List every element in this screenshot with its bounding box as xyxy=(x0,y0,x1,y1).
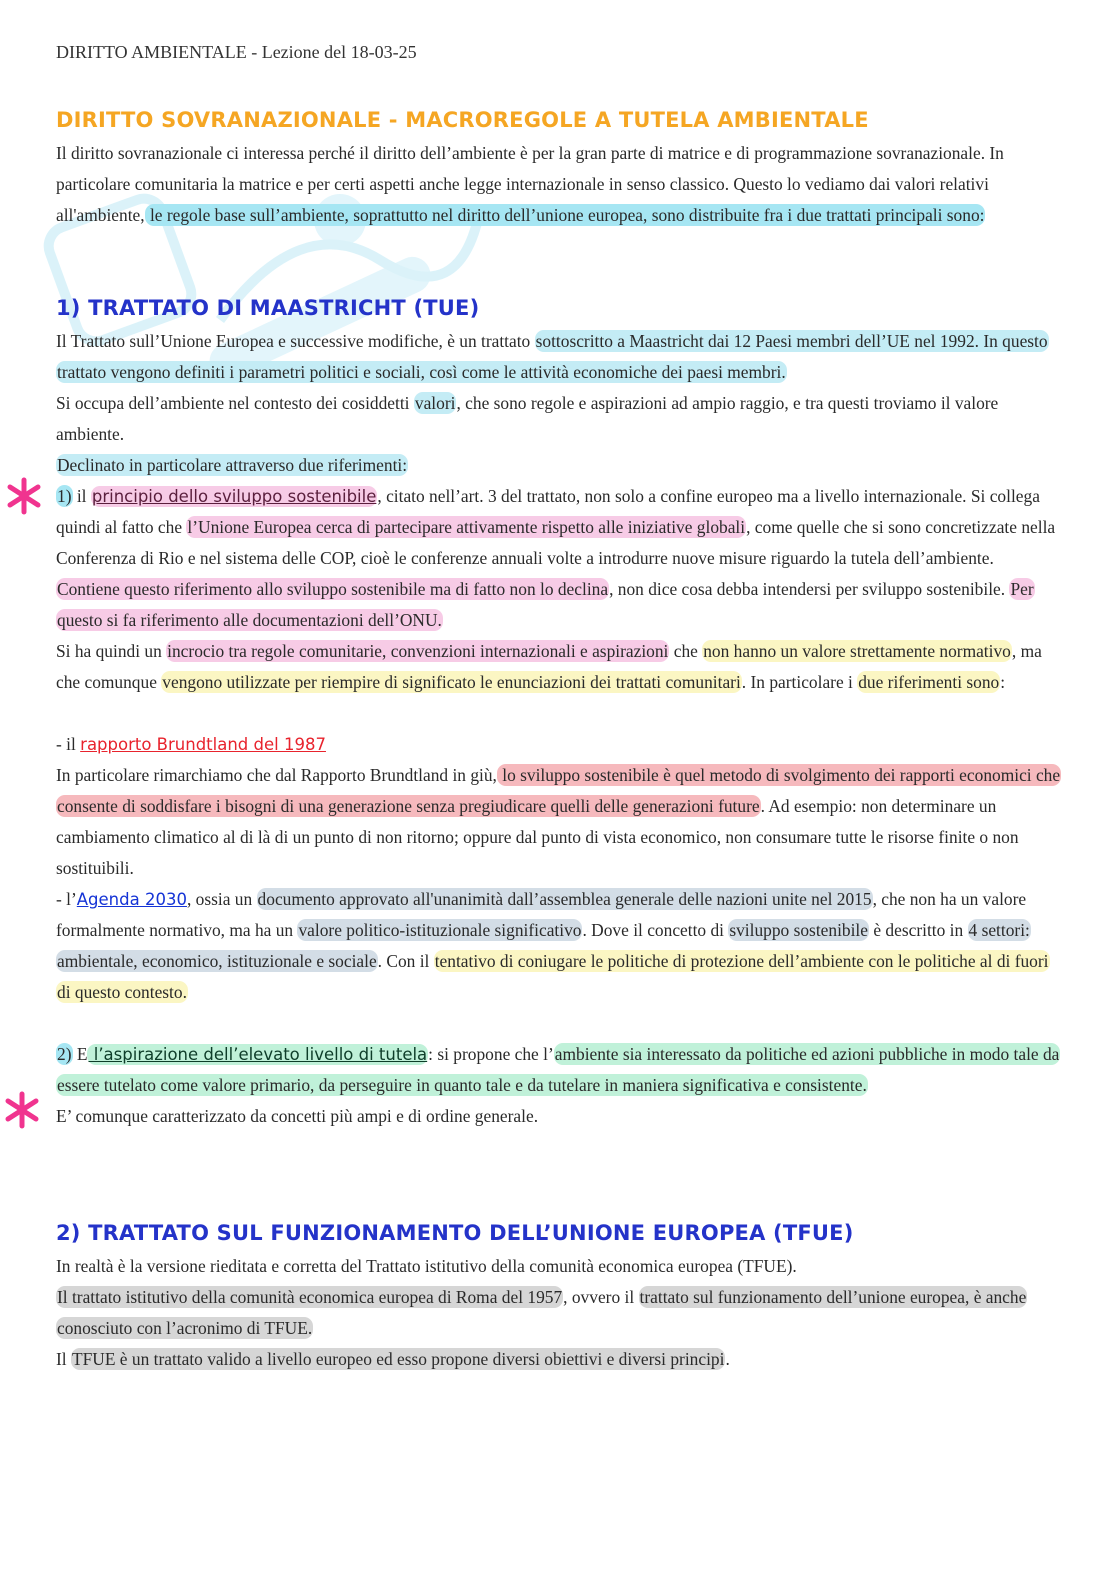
highlight-declinato: Declinato in particolare attraverso due riferimenti: xyxy=(57,455,408,475)
tue-p4-rest: , come quelle che si sono concretizzate nella Conferenza di Rio e nel sistema delle COP, cioè le conferenze annuali volte a introdurre nuove misure riguardo la tutela dell’ambiente. xyxy=(56,517,1056,568)
highlight-documento-approvato: documento approvato all'unanimità dall’assemblea generale delle nazioni unite nel 2015 xyxy=(257,889,872,909)
tue-p2-rest: , che sono regole e aspirazioni ad ampio raggio, e tra questi troviamo il valore ambiente. xyxy=(56,393,999,444)
tue-p4-mid: , citato nell’art. 3 del trattato, non solo a confine europeo ma a livello internazionale. Si collega quindi al fatto che xyxy=(56,486,1040,537)
tue-p6-colon: : xyxy=(1000,672,1006,692)
link-aspirazione-elevato-livello[interactable]: l’aspirazione dell’elevato livello di tutela xyxy=(88,1045,428,1064)
highlight-valore-politico: valore politico-istituzionale significativo xyxy=(298,920,582,940)
highlight-definizione-sviluppo-sostenibile: lo sviluppo sostenibile è quel metodo di svolgimento dei rapporti economici che consente di soddisfare i bisogni di una generazione senza pregiudicare quelli delle generazioni future xyxy=(57,765,1061,816)
tue-p6-ma: , ma che comunque xyxy=(56,641,1042,692)
agenda-text-3: . Dove il concetto di xyxy=(582,920,729,940)
tue-p8-e: E xyxy=(72,1044,88,1064)
tue-p6-in-particolare: . In particolare i xyxy=(741,672,858,692)
highlight-ue-iniziative: l’Unione Europea cerca di partecipare attivamente rispetto alle iniziative globali xyxy=(187,517,746,537)
section-title-sovranazionale: DIRITTO SOVRANAZIONALE - MACROREGOLE A TUTELA AMBIENTALE xyxy=(56,108,869,132)
link-principio-sviluppo-sostenibile[interactable]: principio dello sviluppo sostenibile xyxy=(91,487,377,506)
highlight-riempire-significato: vengono utilizzate per riempire di significato le enunciazioni dei trattati comunitari xyxy=(162,672,741,692)
highlight-tfue-valido: TFUE è un trattato valido a livello europeo ed esso propone diversi obiettivi e diversi principi xyxy=(71,1349,725,1369)
tue-p4-text: il xyxy=(72,486,91,506)
highlight-maastricht: sottoscritto a Maastricht dai 12 Paesi membri dell’UE nel 1992. In questo trattato vengono definiti i parametri politici e sociali, così come le attività economiche dei paesi membri. xyxy=(57,331,1048,382)
highlight-incrocio: incrocio tra regole comunitarie, convenzioni internazionali e aspirazioni xyxy=(167,641,669,661)
bullet-brundtland-prefix: - il xyxy=(56,734,81,754)
highlight-acronimo-tfue: trattato sul funzionamento dell’unione europea, è anche conosciuto con l’acronimo di TFUE. xyxy=(57,1287,1027,1338)
highlight-due-riferimenti: due riferimenti sono xyxy=(858,672,1000,692)
highlight-valori: valori xyxy=(414,393,456,413)
agenda-text-1: , ossia un xyxy=(186,889,257,909)
intro-text: Il diritto sovranazionale ci interessa perché il diritto dell’ambiente è per la gran parte di matrice e di programmazione sovranazionale. In particolare comunitaria la matrice e per certi aspetti anche legge internazionale in senso classico. Questo lo vediamo dai valori relativi all'ambiente, xyxy=(56,143,1004,225)
tfue-body xyxy=(56,1251,1066,1375)
asterisk-marker-icon xyxy=(2,1090,42,1130)
tfue-p2-text: , ovvero il xyxy=(563,1287,639,1307)
tue-p6-che: che xyxy=(669,641,703,661)
tfue-p3-end: . xyxy=(725,1349,730,1369)
agenda-text-5: . Con il xyxy=(377,951,434,971)
paragraph-intro xyxy=(56,138,1066,231)
tue-body xyxy=(56,326,1066,1132)
brundtland-text: In particolare rimarchiamo che dal Rapporto Brundtland in giù, xyxy=(56,765,497,785)
highlight-non-normativo: non hanno un valore strettamente normativo xyxy=(703,641,1011,661)
highlight-4-settori: 4 settori: ambientale, economico, istituzionale e sociale xyxy=(57,920,1030,971)
bullet-agenda-prefix: - l’ xyxy=(56,889,77,909)
tfue-p3-text: Il xyxy=(56,1349,71,1369)
tfue-p1: In realtà è la versione rieditata e corretta del Trattato istitutivo della comunità economica europea (TFUE). xyxy=(56,1256,797,1276)
list-number-2: 2) xyxy=(57,1044,72,1064)
agenda-text-4: è descritto in xyxy=(869,920,968,940)
tue-p5-text: , non dice cosa debba intendersi per sviluppo sostenibile. xyxy=(609,579,1010,599)
section-title-tfue: 2) TRATTATO SUL FUNZIONAMENTO DELL’UNIONE EUROPEA (TFUE) xyxy=(56,1221,854,1245)
tue-p2-text: Si occupa dell’ambiente nel contesto dei cosiddetti xyxy=(56,393,410,413)
highlight-coniugare-politiche: tentativo di coniugare le politiche di protezione dell’ambiente con le politiche al di fuori di questo contesto. xyxy=(57,951,1049,1002)
highlight-non-declina: Contiene questo riferimento allo sviluppo sostenibile ma di fatto non lo declina xyxy=(57,579,609,599)
agenda-text-2: , che non ha un valore formalmente normativo, ma ha un xyxy=(56,889,1027,940)
highlight-regole-base: le regole base sull’ambiente, soprattutto nel diritto dell’unione europea, sono distribuite fra i due trattati principali sono: xyxy=(145,205,985,225)
tue-p6-text: Si ha quindi un xyxy=(56,641,167,661)
link-rapporto-brundtland[interactable]: rapporto Brundtland del 1987 xyxy=(80,735,326,754)
highlight-onu: Per questo si fa riferimento alle documentazioni dell’ONU. xyxy=(57,579,1034,630)
link-agenda-2030[interactable]: Agenda 2030 xyxy=(76,890,187,909)
tue-p1-text: Il Trattato sull’Unione Europea e successive modifiche, è un trattato xyxy=(56,331,531,351)
highlight-trattato-roma: Il trattato istitutivo della comunità economica europea di Roma del 1957 xyxy=(57,1287,563,1307)
highlight-valore-primario: ambiente sia interessato da politiche ed azioni pubbliche in modo tale da essere tutelato come valore primario, da perseguire in quanto tale e da tutelare in maniera significativa e consistente. xyxy=(57,1044,1060,1095)
section-title-tue: 1) TRATTATO DI MAASTRICHT (TUE) xyxy=(56,296,480,320)
tue-p8-conclusion: E’ comunque caratterizzato da concetti più ampi e di ordine generale. xyxy=(56,1106,539,1126)
tue-p8-text: : si propone che l’ xyxy=(428,1044,554,1064)
document-header: DIRITTO AMBIENTALE - Lezione del 18-03-25 xyxy=(56,42,417,62)
asterisk-marker-icon xyxy=(4,476,44,516)
list-number-1: 1) xyxy=(57,486,72,506)
brundtland-rest: . Ad esempio: non determinare un cambiamento climatico al di là di un punto di non ritorno; oppure dal punto di vista economico, non consumare tutte le risorse finite o non sostituibili. xyxy=(56,796,1019,878)
highlight-sviluppo-sostenibile: sviluppo sostenibile xyxy=(729,920,868,940)
